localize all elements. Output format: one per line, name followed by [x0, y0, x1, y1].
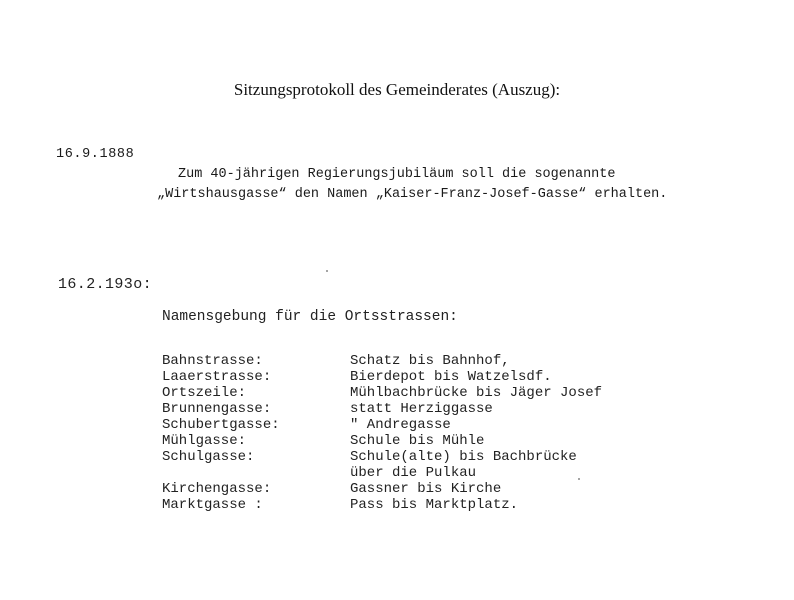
street-description: Schatz bis Bahnhof,	[350, 353, 510, 369]
street-name: Brunnengasse:	[162, 401, 272, 417]
street-name: Bahnstrasse:	[162, 353, 263, 369]
street-name: Schubertgasse:	[162, 417, 280, 433]
street-description: über die Pulkau	[350, 465, 477, 481]
street-description: Mühlbachbrücke bis Jäger Josef	[350, 385, 603, 401]
entry-date-1930: 16.2.193o:	[58, 276, 153, 293]
street-name: Laaerstrasse:	[162, 369, 272, 385]
street-name: Marktgasse :	[162, 497, 263, 513]
entry-text-1888	[157, 165, 667, 205]
street-name: Ortszeile:	[162, 385, 247, 401]
street-description: Schule(alte) bis Bachbrücke	[350, 449, 577, 465]
entry-text-line-2: „Wirtshausgasse“ den Namen „Kaiser-Franz-Josef-Gasse“ erhalten.	[157, 187, 668, 202]
street-description: Bierdepot bis Watzelsdf.	[350, 369, 552, 385]
paper-speck	[326, 270, 328, 272]
street-naming-heading: Namensgebung für die Ortsstrassen:	[162, 309, 458, 325]
street-name: Kirchengasse:	[162, 481, 272, 497]
paper-speck	[578, 478, 580, 480]
street-description: Pass bis Marktplatz.	[350, 497, 519, 513]
street-description: Schule bis Mühle	[350, 433, 485, 449]
entry-text-line-1: Zum 40-jährigen Regierungsjubiläum soll die sogenannte	[178, 167, 616, 182]
street-name: Mühlgasse:	[162, 433, 247, 449]
document-title: Sitzungsprotokoll des Gemeinderates (Auszug):	[233, 80, 561, 99]
entry-date-1888: 16.9.1888	[56, 147, 135, 162]
street-description: Gassner bis Kirche	[350, 481, 502, 497]
street-name: Schulgasse:	[162, 449, 255, 465]
street-description: " Andregasse	[350, 417, 451, 433]
street-description: statt Herziggasse	[350, 401, 493, 417]
